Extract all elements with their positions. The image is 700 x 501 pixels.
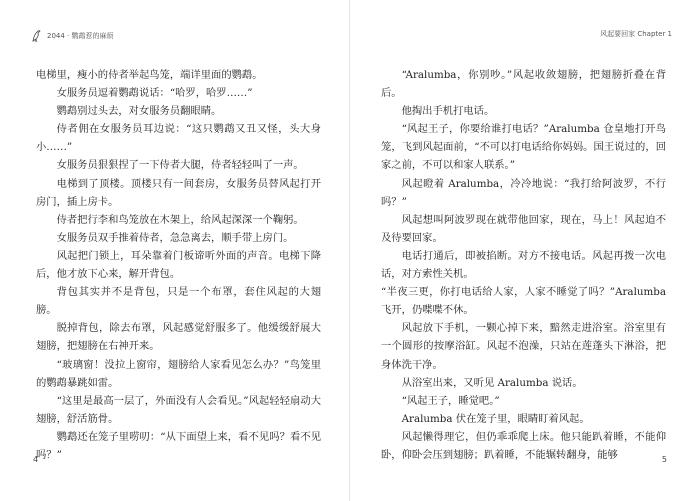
paragraph: “这里是最高一层了，外面没有人会看见。”风起轻轻扇动大翅膀，舒活筋骨。 (36, 394, 321, 425)
paragraph: 背包其实并不是背包，只是一个布罩，套住风起的大翅膀。 (36, 286, 321, 317)
right-page-text (381, 66, 666, 464)
paragraph: “风起王子，睡觉吧。” (401, 394, 500, 407)
left-page-text (36, 66, 321, 464)
page-number-left: 4 (33, 455, 39, 464)
paragraph: 从浴室出来，又听见 Aralumba 说话。 (401, 376, 583, 389)
paragraph: 侍者把行李和鸟笼放在木架上，给风起深深一个鞠躬。 (56, 213, 304, 226)
page-number-right: 5 (661, 455, 667, 464)
paragraph: 电梯到了顶楼。顶楼只有一间套房，女服务员替风起打开房门，插上房卡。 (36, 177, 321, 208)
bird-icon (31, 29, 41, 43)
paragraph: 侍者佣在女服务员耳边说：“这只鹦鹉又丑又怪，头大身小……” (36, 123, 321, 154)
paragraph: Aralumba 伏在笼子里，眼睛盯着风起。 (401, 412, 590, 425)
paragraph: 鹦鹉还在笼子里唠叨：“从下面望上来，看不见吗？看不见吗？” (36, 430, 321, 461)
paragraph: 风起懒得理它，但仍乖乖爬上床。他只能趴着睡，不能仰卧，仰卧会压到翅膀；趴着睡，不能辗转翻身，能够 (381, 430, 666, 461)
paragraph: “Aralumba，你别吵。”风起收敛翅膀，把翅膀折叠在背后。 (381, 69, 666, 100)
left-running-header (31, 29, 114, 43)
paragraph: 他掏出手机打电话。 (401, 105, 495, 118)
paragraph: 风起想叫阿波罗现在就带他回家，现在，马上！风起迫不及待要回家。 (381, 213, 666, 244)
book-title: 2044 · 鹦鹉惹的麻烦 (47, 32, 114, 40)
paragraph: 女服务员逗着鹦鹉说话：“哈罗，哈罗……” (56, 87, 253, 100)
paragraph: 风起放下手机，一颗心掉下来，黯然走进浴室。浴室里有一个圆形的按摩浴缸。风起不泡澡，只站在莲蓬头下淋浴，把身体洗干净。 (381, 322, 666, 371)
paragraph: 风起把门锁上，耳朵靠着门板谛听外面的声音。电梯下降后，他才放下心来，解开背包。 (36, 249, 321, 281)
paragraph: 女服务员双手推着侍者，急急离去，顺手带上房门。 (56, 231, 294, 244)
paragraph: “风起王子，你要给谁打电话？”Aralumba 仓皇地打开鸟笼，飞到风起面前，“不可以打电话给你妈妈。国王说过的，回家之前，不可以和家人联系。” (381, 123, 666, 172)
paragraph: “玻璃窗！没拉上窗帘，翅膀给人家看见怎么办？”鸟笼里的鹦鹉暴跳如雷。 (36, 358, 321, 389)
paragraph: “半夜三更，你打电话给人家，人家不睡觉了吗？”Aralumba 飞开，仍喋喋不休。 (381, 286, 666, 317)
paragraph: 电梯里，瘦小的侍者举起鸟笼，端详里面的鹦鹉。 (36, 69, 263, 81)
page-gutter (349, 0, 350, 501)
paragraph: 风起瞪着 Aralumba，冷冷地说：“我打给阿波罗，不行吗？” (381, 177, 666, 208)
paragraph: 脱掉背包，除去布罩，风起感觉舒服多了。他缓缓舒展大翅膀，把翅膀在右神开来。 (36, 322, 321, 353)
right-running-header (600, 29, 672, 39)
chapter-title: 风起要回家 Chapter 1 (600, 30, 672, 38)
paragraph: 电话打通后，即被掐断。对方不接电话。风起再拨一次电话，对方索性关机。 (381, 249, 666, 281)
paragraph: 鹦鹉别过头去，对女服务员翻眼睛。 (56, 105, 222, 118)
paragraph: 女服务员狠狠捏了一下侍者大腿，侍者轻轻叫了一声。 (56, 159, 304, 172)
